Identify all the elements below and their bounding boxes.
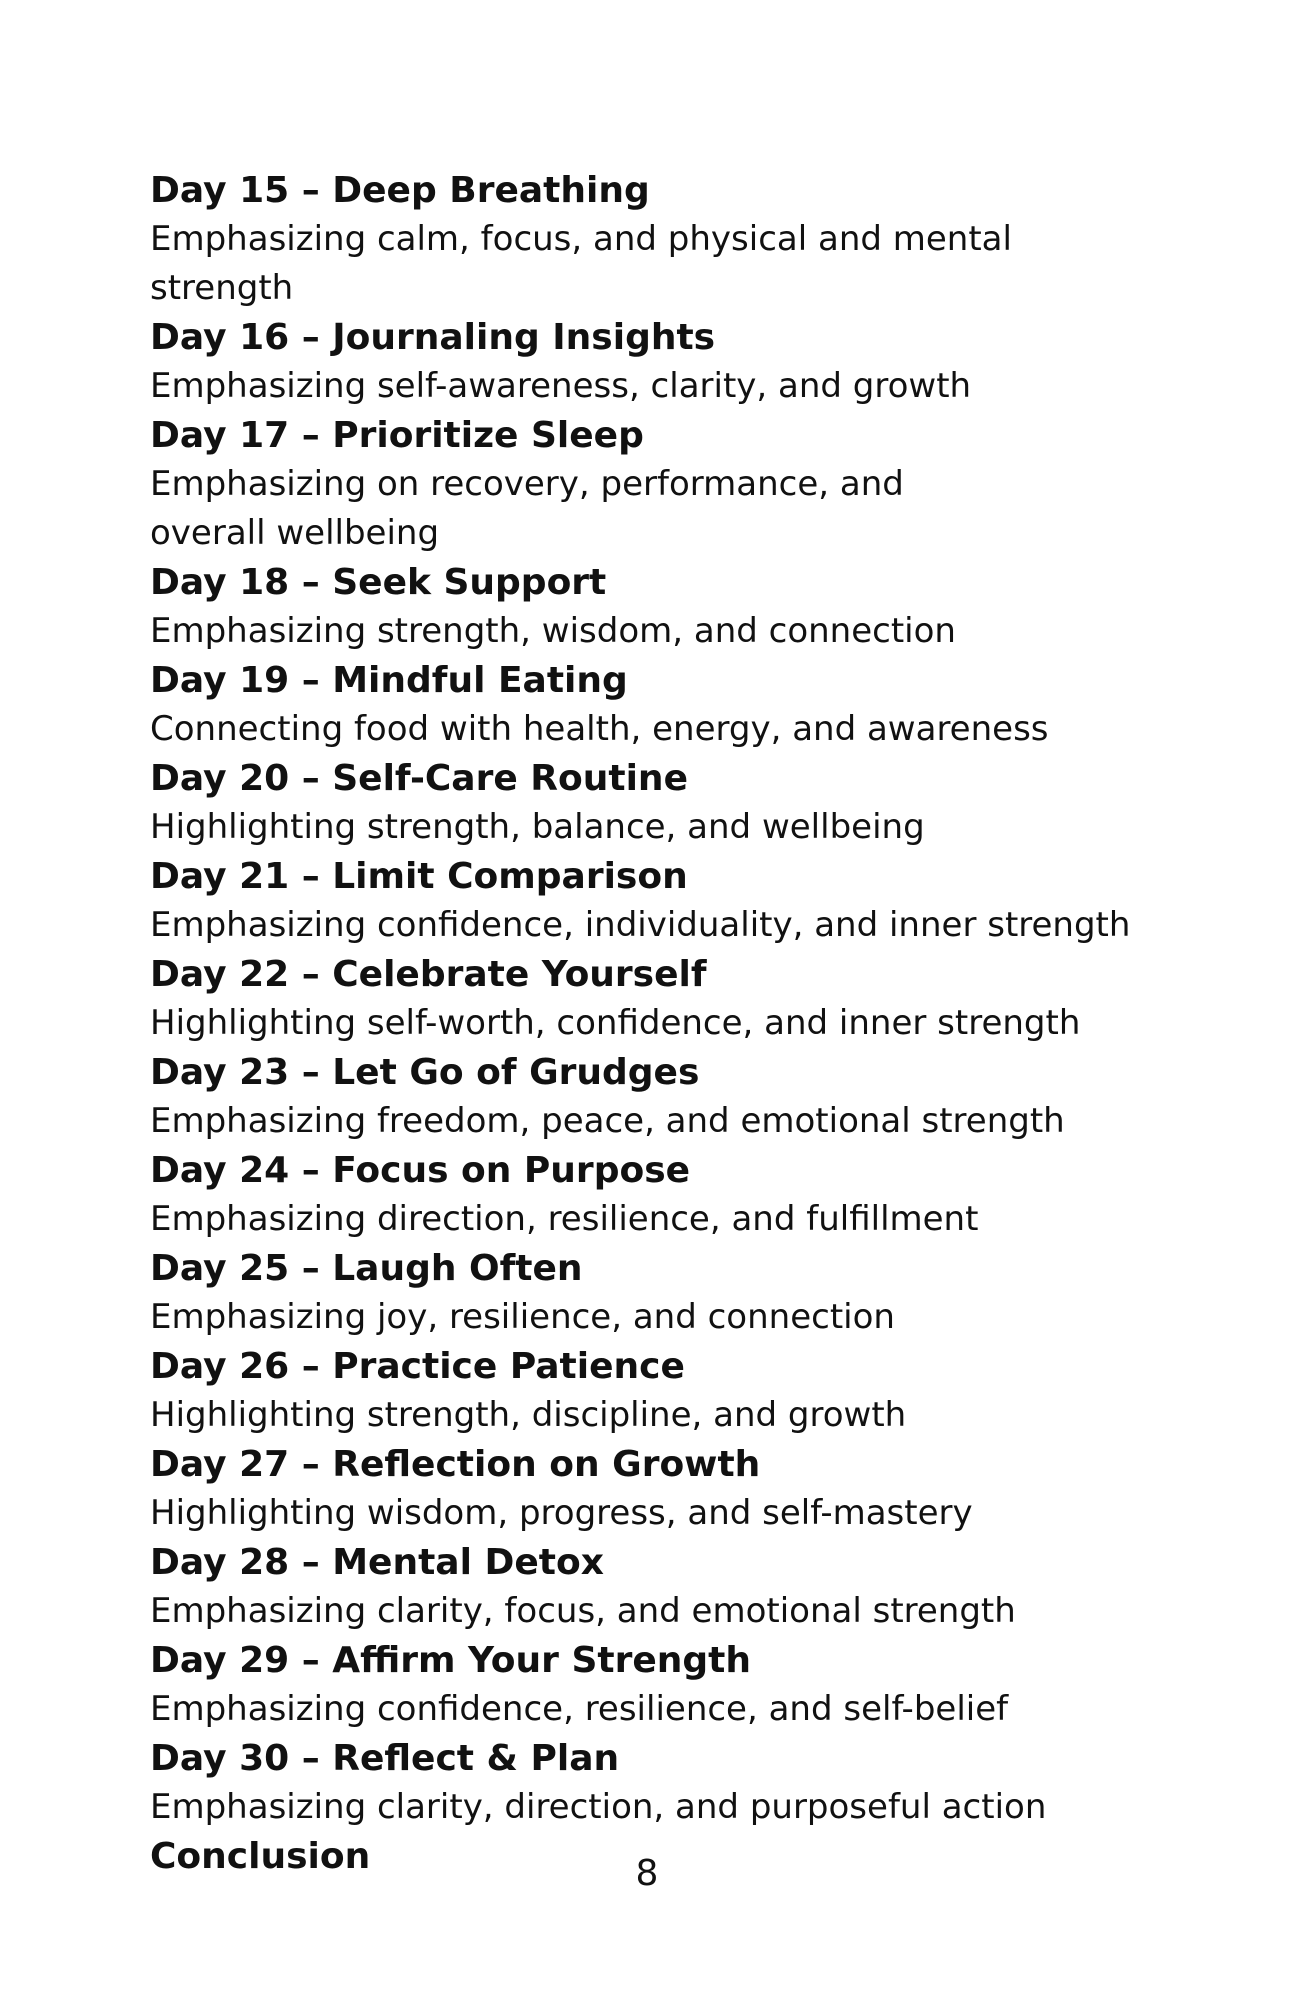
entry-description: Emphasizing direction, resilience, and fulfillment [150,1199,979,1239]
toc-entry-day-15 [150,166,1150,313]
page-number: 8 [635,1853,659,1894]
entry-description: Emphasizing strength, wisdom, and connection [150,611,956,651]
toc-entry-day-25 [150,1244,1150,1342]
entry-description: Highlighting self-worth, confidence, and inner strength [150,1003,1081,1043]
entry-title: Day 30 – Reflect & Plan [150,1738,620,1779]
entry-title: Day 19 – Mindful Eating [150,660,628,701]
entry-title: Day 18 – Seek Support [150,562,607,603]
toc-entry-day-18 [150,558,1150,656]
entry-title: Day 24 – Focus on Purpose [150,1150,691,1191]
toc-entry-day-21 [150,852,1150,950]
entry-description: Emphasizing joy, resilience, and connection [150,1297,895,1337]
entry-title: Day 28 – Mental Detox [150,1542,604,1583]
entry-description: Emphasizing freedom, peace, and emotional strength [150,1101,1065,1141]
toc-entry-day-19 [150,656,1150,754]
entry-description: Emphasizing calm, focus, and physical and mental strength [150,219,1012,308]
entry-description: Connecting food with health, energy, and awareness [150,709,1049,749]
toc-entry-day-22 [150,950,1150,1048]
entry-title: Day 21 – Limit Comparison [150,856,688,897]
entry-description: Emphasizing clarity, focus, and emotional strength [150,1591,1016,1631]
toc-entry-day-17 [150,411,1150,558]
table-of-contents [150,166,1150,1881]
toc-entry-day-28 [150,1538,1150,1636]
toc-entry-day-29 [150,1636,1150,1734]
entry-title: Day 22 – Celebrate Yourself [150,954,707,995]
entry-description: Emphasizing on recovery, performance, and overall wellbeing [150,464,904,553]
toc-entry-day-26 [150,1342,1150,1440]
entry-description: Emphasizing self-awareness, clarity, and growth [150,366,972,406]
toc-entry-day-23 [150,1048,1150,1146]
toc-entry-day-30 [150,1734,1150,1832]
entry-title: Day 25 – Laugh Often [150,1248,583,1289]
entry-title: Day 27 – Reflection on Growth [150,1444,761,1485]
toc-entry-day-27 [150,1440,1150,1538]
entry-description: Highlighting strength, balance, and wellbeing [150,807,925,847]
entry-description: Highlighting strength, discipline, and growth [150,1395,907,1435]
toc-entry-day-20 [150,754,1150,852]
entry-title: Day 16 – Journaling Insights [150,317,716,358]
conclusion-heading: Conclusion [150,1836,371,1877]
entry-title: Day 15 – Deep Breathing [150,170,650,211]
entry-description: Emphasizing confidence, resilience, and self-belief [150,1689,1009,1729]
entry-title: Day 23 – Let Go of Grudges [150,1052,700,1093]
entry-title: Day 17 – Prioritize Sleep [150,415,644,456]
entry-title: Day 29 – Affirm Your Strength [150,1640,751,1681]
entry-description: Emphasizing confidence, individuality, and inner strength [150,905,1131,945]
entry-title: Day 20 – Self-Care Routine [150,758,688,799]
entry-description: Highlighting wisdom, progress, and self-mastery [150,1493,973,1533]
toc-entry-day-24 [150,1146,1150,1244]
entry-description: Emphasizing clarity, direction, and purposeful action [150,1787,1047,1827]
entry-title: Day 26 – Practice Patience [150,1346,685,1387]
toc-entry-day-16 [150,313,1150,411]
